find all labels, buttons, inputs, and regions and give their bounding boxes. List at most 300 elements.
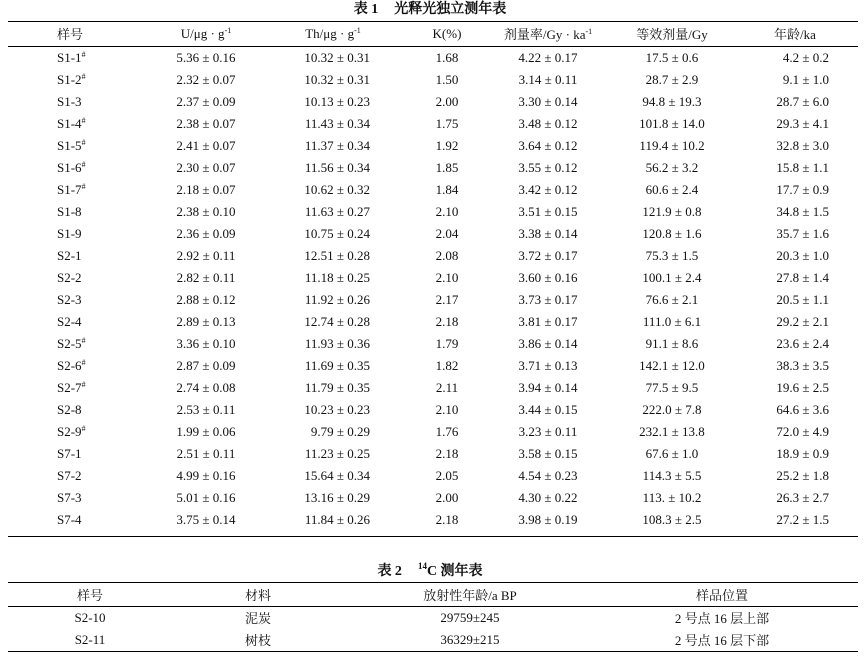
uranium-value-cell: [130, 270, 282, 286]
radiocarbon-age-value-cell: [344, 632, 596, 648]
potassium-value-cell: [395, 94, 494, 110]
header-sample-label: 样号: [57, 27, 84, 43]
equivalent-dose-value-cell: [602, 446, 742, 462]
dose-rate-value-cell: [494, 182, 602, 198]
age-value-cell: [742, 138, 858, 154]
table-row: [8, 399, 858, 421]
dose-rate-value: 3.94 ± 0.14: [518, 379, 578, 395]
sample-id-cell: [8, 402, 130, 418]
equivalent-dose-value-cell: [602, 72, 742, 88]
potassium-value-cell: [395, 490, 494, 506]
header-thorium: [282, 26, 395, 42]
thorium-value: 11.93 ± 0.36: [304, 335, 370, 351]
potassium-value-cell: [395, 50, 494, 66]
dose-rate-value: 3.71 ± 0.13: [518, 357, 578, 373]
equivalent-dose-value: 56.2 ± 3.2: [645, 159, 699, 175]
sample-id: S7-2: [57, 467, 82, 483]
potassium-value: 1.85: [435, 159, 459, 175]
table-row: [8, 629, 858, 651]
dose-rate-value: 3.73 ± 0.17: [518, 291, 578, 307]
equivalent-dose-value: 113. ± 10.2: [642, 489, 702, 505]
sample-mark: #: [81, 357, 86, 367]
thorium-value: 12.51 ± 0.28: [304, 247, 370, 263]
dose-rate-value-cell: [494, 446, 602, 462]
potassium-value: 1.92: [435, 137, 459, 153]
thorium-value-cell: [282, 50, 395, 66]
potassium-value-cell: [395, 226, 494, 242]
age-value: 72.0 ± 4.9: [776, 423, 829, 439]
uranium-value-cell: [130, 336, 282, 352]
equivalent-dose-value: 114.3 ± 5.5: [642, 467, 702, 483]
dose-rate-value-cell: [494, 292, 602, 308]
equivalent-dose-value: 28.7 ± 2.9: [645, 71, 699, 87]
thorium-value-cell: [282, 314, 395, 330]
uranium-value-cell: [130, 358, 282, 374]
age-value: 29.3 ± 4.1: [776, 115, 829, 131]
table-row: [8, 69, 858, 91]
radiocarbon-age-value: 29759±245: [440, 609, 500, 625]
uranium-value: 2.74 ± 0.08: [176, 379, 236, 395]
header-uranium-label: U/μg · g: [180, 25, 225, 41]
uranium-value: 2.92 ± 0.11: [176, 247, 236, 263]
table-row: [8, 179, 858, 201]
equivalent-dose-value: 108.3 ± 2.5: [642, 511, 702, 527]
uranium-value: 4.99 ± 0.16: [176, 467, 236, 483]
equivalent-dose-value: 77.5 ± 9.5: [645, 379, 699, 395]
sample-id: S1-5: [57, 137, 82, 153]
potassium-value-cell: [395, 314, 494, 330]
equivalent-dose-value-cell: [602, 490, 742, 506]
sample-id: S2-6: [57, 357, 82, 373]
table-row: [8, 157, 858, 179]
potassium-value-cell: [395, 292, 494, 308]
dose-rate-value-cell: [494, 204, 602, 220]
sample-id: S7-4: [57, 511, 82, 527]
equivalent-dose-value: 94.8 ± 19.3: [642, 93, 702, 109]
age-value: 27.8 ± 1.4: [776, 269, 829, 285]
equivalent-dose-value-cell: [602, 380, 742, 396]
dose-rate-value-cell: [494, 72, 602, 88]
uranium-value: 2.32 ± 0.07: [176, 71, 236, 87]
potassium-value-cell: [395, 248, 494, 264]
uranium-value-cell: [130, 314, 282, 330]
equivalent-dose-value: 75.3 ± 1.5: [645, 247, 699, 263]
sample-id-cell: [8, 380, 130, 396]
sample-mark: #: [81, 379, 86, 389]
sample-id: S2-9: [57, 423, 82, 439]
age-value: 20.3 ± 1.0: [776, 247, 829, 263]
header-uranium-sup: -1: [224, 25, 232, 35]
sample-id: S2-10: [74, 609, 106, 625]
sample-id-cell: [8, 632, 172, 648]
thorium-value: 10.62 ± 0.32: [304, 181, 370, 197]
potassium-value-cell: [395, 116, 494, 132]
potassium-value: 1.79: [435, 335, 459, 351]
sample-mark: #: [81, 181, 86, 191]
dose-rate-value-cell: [494, 336, 602, 352]
dose-rate-value: 3.86 ± 0.14: [518, 335, 578, 351]
uranium-value: 2.36 ± 0.09: [176, 225, 236, 241]
age-value: 28.7 ± 6.0: [776, 93, 829, 109]
potassium-value-cell: [395, 138, 494, 154]
uranium-value-cell: [130, 490, 282, 506]
dose-rate-value: 3.64 ± 0.12: [518, 137, 578, 153]
thorium-value: 11.18 ± 0.25: [304, 269, 370, 285]
potassium-value: 2.10: [435, 269, 459, 285]
equivalent-dose-value: 121.9 ± 0.8: [642, 203, 702, 219]
sample-mark: #: [81, 159, 86, 169]
table-row: [8, 421, 858, 443]
sample-id-cell: [8, 72, 130, 88]
equivalent-dose-value: 91.1 ± 8.6: [645, 335, 699, 351]
uranium-value-cell: [130, 446, 282, 462]
thorium-value: 11.84 ± 0.26: [304, 511, 370, 527]
uranium-value: 2.37 ± 0.09: [176, 93, 236, 109]
header-age: [742, 24, 858, 43]
table1-header-row: [8, 22, 858, 47]
age-value: 34.8 ± 1.5: [776, 203, 829, 219]
equivalent-dose-value-cell: [602, 336, 742, 352]
potassium-value: 2.08: [435, 247, 459, 263]
uranium-value: 2.89 ± 0.13: [176, 313, 236, 329]
sample-id: S2-8: [57, 401, 82, 417]
table-row: [8, 607, 858, 629]
thorium-value-cell: [282, 358, 395, 374]
dose-rate-value-cell: [494, 116, 602, 132]
sample-id-cell: [8, 512, 130, 528]
equivalent-dose-value: 119.4 ± 10.2: [639, 137, 705, 153]
sample-id-cell: [8, 94, 130, 110]
age-value-cell: [742, 204, 858, 220]
sample-position-value: 2 号点 16 层下部: [674, 633, 770, 648]
potassium-value-cell: [395, 160, 494, 176]
header-age-label: 年龄/ka: [774, 27, 816, 43]
dose-rate-value-cell: [494, 94, 602, 110]
equivalent-dose-value-cell: [602, 512, 742, 528]
age-value-cell: [742, 116, 858, 132]
sample-id-cell: [8, 270, 130, 286]
age-value-cell: [742, 424, 858, 440]
potassium-value-cell: [395, 182, 494, 198]
uranium-value: 2.88 ± 0.12: [176, 291, 236, 307]
equivalent-dose-value-cell: [602, 226, 742, 242]
thorium-value-cell: [282, 116, 395, 132]
table-row: [8, 487, 858, 509]
sample-id: S1-7: [57, 181, 82, 197]
potassium-value-cell: [395, 512, 494, 528]
dose-rate-value-cell: [494, 402, 602, 418]
age-value: 17.7 ± 0.9: [776, 181, 829, 197]
potassium-value-cell: [395, 380, 494, 396]
dose-rate-value: 3.14 ± 0.11: [518, 71, 578, 87]
uranium-value-cell: [130, 424, 282, 440]
uranium-value: 2.87 ± 0.09: [176, 357, 236, 373]
equivalent-dose-value-cell: [602, 116, 742, 132]
sample-id: S1-6: [57, 159, 82, 175]
age-value: 27.2 ± 1.5: [776, 511, 829, 527]
table1-title: [0, 1, 860, 19]
header-material-label: 材料: [244, 587, 271, 603]
potassium-value-cell: [395, 446, 494, 462]
uranium-value: 2.51 ± 0.11: [176, 445, 236, 461]
sample-mark: #: [81, 137, 86, 147]
sample-id: S1-2: [57, 71, 82, 87]
age-value: 4.2 ± 0.2: [782, 49, 829, 65]
uranium-value: 5.01 ± 0.16: [176, 489, 236, 505]
equivalent-dose-value-cell: [602, 138, 742, 154]
dose-rate-value-cell: [494, 270, 602, 286]
potassium-value: 2.10: [435, 401, 459, 417]
uranium-value-cell: [130, 204, 282, 220]
uranium-value-cell: [130, 248, 282, 264]
table2-body: [8, 607, 858, 651]
material-value: 树枝: [244, 633, 271, 648]
equivalent-dose-value-cell: [602, 248, 742, 264]
age-value-cell: [742, 248, 858, 264]
potassium-value-cell: [395, 424, 494, 440]
table-row: [8, 113, 858, 135]
table-row: [8, 443, 858, 465]
potassium-value: 2.00: [435, 489, 459, 505]
potassium-value: 2.18: [435, 313, 459, 329]
thorium-value-cell: [282, 72, 395, 88]
table-row: [8, 201, 858, 223]
dose-rate-value-cell: [494, 314, 602, 330]
table-row: [8, 135, 858, 157]
dose-rate-value-cell: [494, 50, 602, 66]
equivalent-dose-value-cell: [602, 160, 742, 176]
header-radiocarbon-age: [344, 585, 596, 604]
potassium-value-cell: [395, 204, 494, 220]
uranium-value-cell: [130, 402, 282, 418]
age-value: 15.8 ± 1.1: [776, 159, 829, 175]
header-sample-position: [596, 585, 858, 604]
uranium-value: 2.38 ± 0.07: [176, 115, 236, 131]
header-equivalent-dose-label: 等效剂量/Gy: [636, 27, 708, 43]
age-value: 9.1 ± 1.0: [782, 71, 829, 87]
uranium-value-cell: [130, 116, 282, 132]
uranium-value-cell: [130, 292, 282, 308]
potassium-value: 1.75: [435, 115, 459, 131]
dose-rate-value-cell: [494, 358, 602, 374]
thorium-value: 9.79 ± 0.29: [310, 423, 370, 439]
age-value: 29.2 ± 2.1: [776, 313, 829, 329]
uranium-value: 2.82 ± 0.11: [176, 269, 236, 285]
thorium-value: 12.74 ± 0.28: [304, 313, 370, 329]
sample-id: S2-11: [74, 631, 106, 647]
dose-rate-value: 3.44 ± 0.15: [518, 401, 578, 417]
header-dose-rate-label: 剂量率/Gy · ka: [503, 27, 586, 43]
thorium-value: 10.23 ± 0.23: [304, 401, 370, 417]
equivalent-dose-value-cell: [602, 468, 742, 484]
dose-rate-value-cell: [494, 490, 602, 506]
sample-id: S2-2: [57, 269, 82, 285]
dose-rate-value: 3.98 ± 0.19: [518, 511, 578, 527]
potassium-value-cell: [395, 336, 494, 352]
sample-id: S2-7: [57, 379, 82, 395]
uranium-value-cell: [130, 182, 282, 198]
uranium-value: 2.41 ± 0.07: [176, 137, 236, 153]
equivalent-dose-value-cell: [602, 50, 742, 66]
sample-id-cell: [8, 424, 130, 440]
age-value: 64.6 ± 3.6: [776, 401, 829, 417]
thorium-value-cell: [282, 512, 395, 528]
uranium-value-cell: [130, 160, 282, 176]
sample-id: S2-3: [57, 291, 82, 307]
table-row: [8, 223, 858, 245]
header-sample: [8, 24, 130, 43]
uranium-value-cell: [130, 380, 282, 396]
sample-id-cell: [8, 226, 130, 242]
sample-id: S7-3: [57, 489, 82, 505]
thorium-value: 13.16 ± 0.29: [304, 489, 370, 505]
potassium-value-cell: [395, 72, 494, 88]
equivalent-dose-value: 232.1 ± 13.8: [639, 423, 705, 439]
sample-id: S1-3: [57, 93, 82, 109]
sample-mark: #: [81, 71, 86, 81]
uranium-value-cell: [130, 72, 282, 88]
uranium-value: 2.53 ± 0.11: [176, 401, 236, 417]
thorium-value: 11.37 ± 0.34: [304, 137, 370, 153]
dose-rate-value-cell: [494, 138, 602, 154]
dose-rate-value: 4.22 ± 0.17: [518, 49, 578, 65]
thorium-value-cell: [282, 270, 395, 286]
table1-body: [8, 47, 858, 531]
sample-id-cell: [8, 292, 130, 308]
header-radiocarbon-age-label: 放射性年龄/a BP: [423, 587, 517, 603]
uranium-value-cell: [130, 50, 282, 66]
potassium-value: 2.18: [435, 511, 459, 527]
sample-id-cell: [8, 610, 172, 626]
equivalent-dose-value-cell: [602, 292, 742, 308]
thorium-value: 10.13 ± 0.23: [304, 93, 370, 109]
table2-title-sup: 14: [417, 561, 427, 571]
equivalent-dose-value-cell: [602, 424, 742, 440]
thorium-value-cell: [282, 446, 395, 462]
sample-mark: #: [81, 49, 86, 59]
thorium-value: 10.32 ± 0.31: [304, 71, 370, 87]
header-sample-position-label: 样品位置: [695, 587, 748, 603]
thorium-value-cell: [282, 424, 395, 440]
thorium-value-cell: [282, 182, 395, 198]
thorium-value-cell: [282, 292, 395, 308]
age-value: 38.3 ± 3.5: [776, 357, 829, 373]
sample-id: S2-5: [57, 335, 82, 351]
thorium-value-cell: [282, 138, 395, 154]
dose-rate-value: 4.54 ± 0.23: [518, 467, 578, 483]
age-value-cell: [742, 94, 858, 110]
age-value: 26.3 ± 2.7: [776, 489, 829, 505]
potassium-value-cell: [395, 402, 494, 418]
thorium-value: 11.43 ± 0.34: [304, 115, 370, 131]
sample-id-cell: [8, 336, 130, 352]
sample-id-cell: [8, 468, 130, 484]
thorium-value: 11.69 ± 0.35: [304, 357, 370, 373]
sample-position-value-cell: [596, 630, 858, 649]
dose-rate-value: 3.30 ± 0.14: [518, 93, 578, 109]
table-row: [8, 91, 858, 113]
dose-rate-value: 3.51 ± 0.15: [518, 203, 578, 219]
potassium-value: 2.18: [435, 445, 459, 461]
equivalent-dose-value: 111.0 ± 6.1: [642, 313, 702, 329]
thorium-value: 11.23 ± 0.25: [304, 445, 370, 461]
age-value-cell: [742, 512, 858, 528]
sample-id-cell: [8, 204, 130, 220]
age-value-cell: [742, 226, 858, 242]
sample-id-cell: [8, 248, 130, 264]
equivalent-dose-value: 222.0 ± 7.8: [642, 401, 702, 417]
dose-rate-value: 3.38 ± 0.14: [518, 225, 578, 241]
dose-rate-value: 3.58 ± 0.15: [518, 445, 578, 461]
equivalent-dose-value: 17.5 ± 0.6: [645, 49, 699, 65]
header-dose-rate: [494, 24, 602, 43]
age-value: 25.2 ± 1.8: [776, 467, 829, 483]
equivalent-dose-value-cell: [602, 314, 742, 330]
age-value-cell: [742, 292, 858, 308]
sample-mark: #: [81, 335, 86, 345]
header-dose-rate-sup: -1: [585, 27, 593, 37]
dose-rate-value: 3.23 ± 0.11: [518, 423, 578, 439]
sample-id-cell: [8, 446, 130, 462]
potassium-value: 1.82: [435, 357, 459, 373]
potassium-value-cell: [395, 358, 494, 374]
table2-title: [0, 563, 860, 581]
table-row: [8, 267, 858, 289]
table-row: [8, 333, 858, 355]
uranium-value-cell: [130, 468, 282, 484]
age-value-cell: [742, 160, 858, 176]
material-value: 泥炭: [244, 611, 271, 626]
radiocarbon-age-value-cell: [344, 610, 596, 626]
age-value-cell: [742, 336, 858, 352]
header-sample-label: 样号: [76, 587, 103, 603]
uranium-value: 5.36 ± 0.16: [176, 49, 236, 65]
thorium-value: 11.56 ± 0.34: [304, 159, 370, 175]
equivalent-dose-value-cell: [602, 270, 742, 286]
age-value-cell: [742, 446, 858, 462]
dose-rate-value-cell: [494, 226, 602, 242]
sample-position-value-cell: [596, 608, 858, 627]
header-potassium-label: K(%): [432, 25, 462, 41]
uranium-value: 2.18 ± 0.07: [176, 181, 236, 197]
age-value-cell: [742, 182, 858, 198]
age-value-cell: [742, 490, 858, 506]
dose-rate-value: 3.81 ± 0.17: [518, 313, 578, 329]
dose-rate-value: 3.72 ± 0.17: [518, 247, 578, 263]
uranium-value-cell: [130, 512, 282, 528]
sample-id-cell: [8, 490, 130, 506]
uranium-value: 2.38 ± 0.10: [176, 203, 236, 219]
potassium-value-cell: [395, 270, 494, 286]
age-value: 18.9 ± 0.9: [776, 445, 829, 461]
radiocarbon-age-value: 36329±215: [440, 631, 500, 647]
age-value-cell: [742, 468, 858, 484]
age-value-cell: [742, 314, 858, 330]
thorium-value-cell: [282, 490, 395, 506]
potassium-value: 2.04: [435, 225, 459, 241]
table-row: [8, 465, 858, 487]
dose-rate-value: 4.30 ± 0.22: [518, 489, 578, 505]
potassium-value: 1.76: [435, 423, 459, 439]
thorium-value: 10.32 ± 0.31: [304, 49, 370, 65]
equivalent-dose-value: 120.8 ± 1.6: [642, 225, 702, 241]
potassium-value: 2.00: [435, 93, 459, 109]
equivalent-dose-value-cell: [602, 204, 742, 220]
table-row: [8, 311, 858, 333]
dose-rate-value-cell: [494, 380, 602, 396]
potassium-value: 2.11: [435, 379, 459, 395]
equivalent-dose-value: 101.8 ± 14.0: [639, 115, 705, 131]
